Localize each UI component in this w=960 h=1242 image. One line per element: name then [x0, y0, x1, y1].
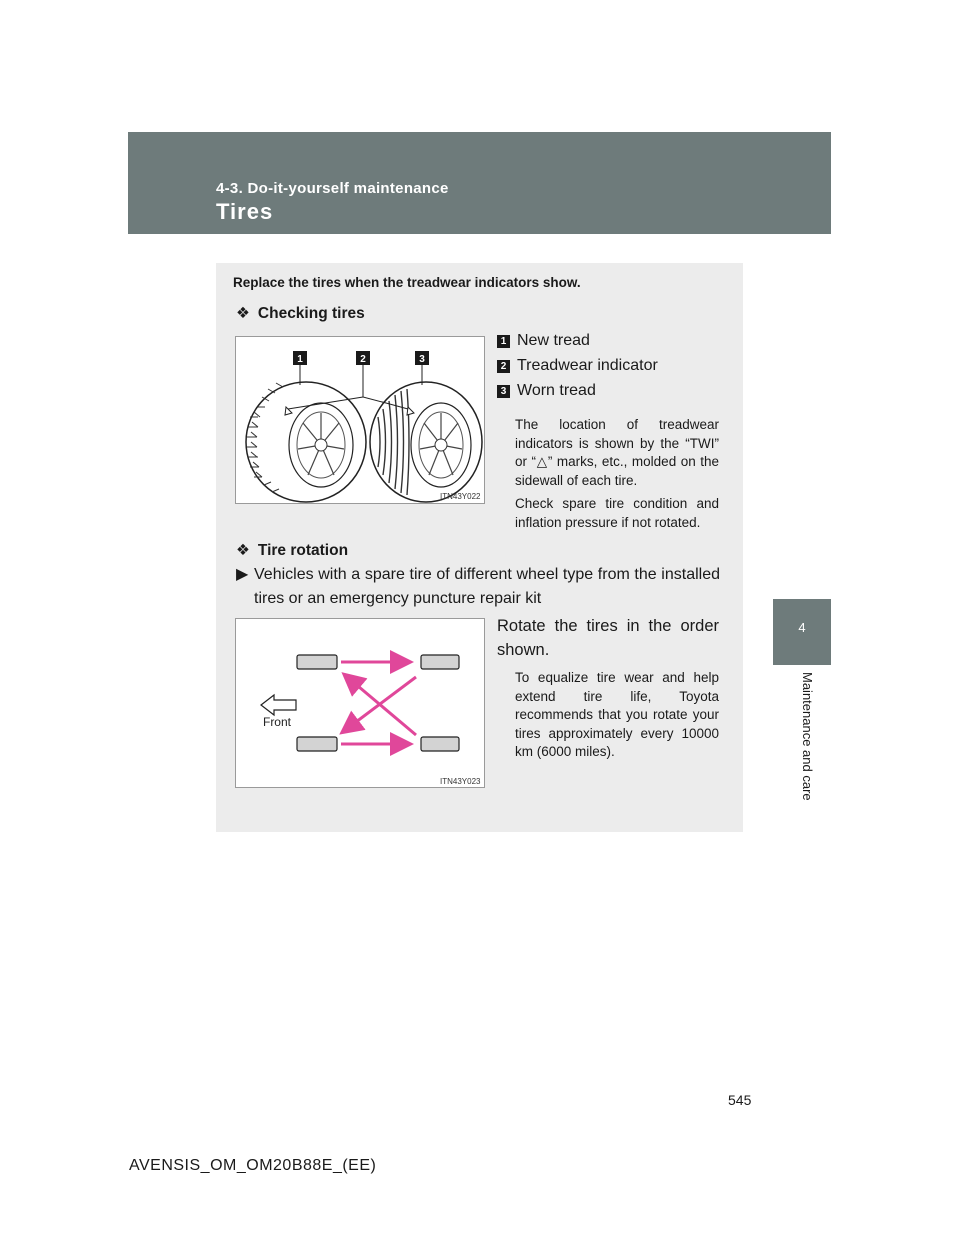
figure-code: ITN43Y022	[440, 492, 481, 501]
tire-tread-figure	[235, 336, 485, 504]
rotation-condition-text: Vehicles with a spare tire of different wheel type from the installed tires or an emergency puncture repair kit	[254, 566, 720, 607]
front-arrow-icon	[261, 695, 296, 715]
triangle-bullet-icon: ▶	[236, 566, 249, 583]
spare-tire-note: Check spare tire condition and inflation pressure if not rotated.	[515, 496, 719, 530]
page-title: Tires	[216, 199, 274, 224]
tire-tread-illustration	[236, 337, 486, 505]
section-label: 4-3. Do-it-yourself maintenance	[216, 180, 449, 197]
checking-tires-heading-label: Checking tires	[257, 305, 365, 322]
figure-marker-2: 2	[360, 354, 366, 365]
legend-item-treadwear-indicator	[497, 357, 658, 377]
page-number: 545	[728, 1092, 752, 1108]
rotation-instruction: Rotate the tires in the order shown.	[497, 617, 719, 659]
tire-rotation-heading-label: Tire rotation	[257, 542, 349, 559]
number-2-badge: 2	[497, 360, 510, 373]
tire-rotation-heading	[236, 541, 348, 560]
checking-tires-heading	[236, 304, 365, 323]
rotation-note: To equalize tire wear and help extend tire life, Toyota recommends that you rotate your tires approximately every 10000 km (6000 miles).	[515, 670, 719, 759]
rotation-condition	[236, 563, 720, 611]
figure-marker-1: 1	[297, 354, 303, 365]
manual-code: AVENSIS_OM_OM20B88E_(EE)	[129, 1157, 377, 1174]
diamond-bullet-icon: ❖	[236, 542, 250, 559]
legend-label: New tread	[517, 332, 590, 349]
tire-rotation-diagram	[236, 619, 486, 789]
treadwear-note: The location of treadwear indicators is shown by the “TWI” or “△” marks, etc., molded on the sidewall of each tire.	[515, 417, 719, 488]
chapter-title: Maintenance and care	[800, 672, 815, 801]
number-3-badge: 3	[497, 385, 510, 398]
intro-text: Replace the tires when the treadwear indicators show.	[233, 275, 581, 290]
legend-item-new-tread	[497, 332, 590, 352]
chapter-number: 4	[798, 620, 806, 635]
legend-item-worn-tread	[497, 382, 596, 402]
front-label: Front	[262, 715, 292, 729]
figure-marker-3: 3	[419, 354, 425, 365]
legend-label: Treadwear indicator	[517, 357, 658, 374]
figure-code: ITN43Y023	[440, 777, 481, 786]
tire-rotation-figure	[235, 618, 485, 788]
number-1-badge: 1	[497, 335, 510, 348]
diamond-bullet-icon: ❖	[236, 305, 250, 322]
legend-label: Worn tread	[517, 382, 596, 399]
